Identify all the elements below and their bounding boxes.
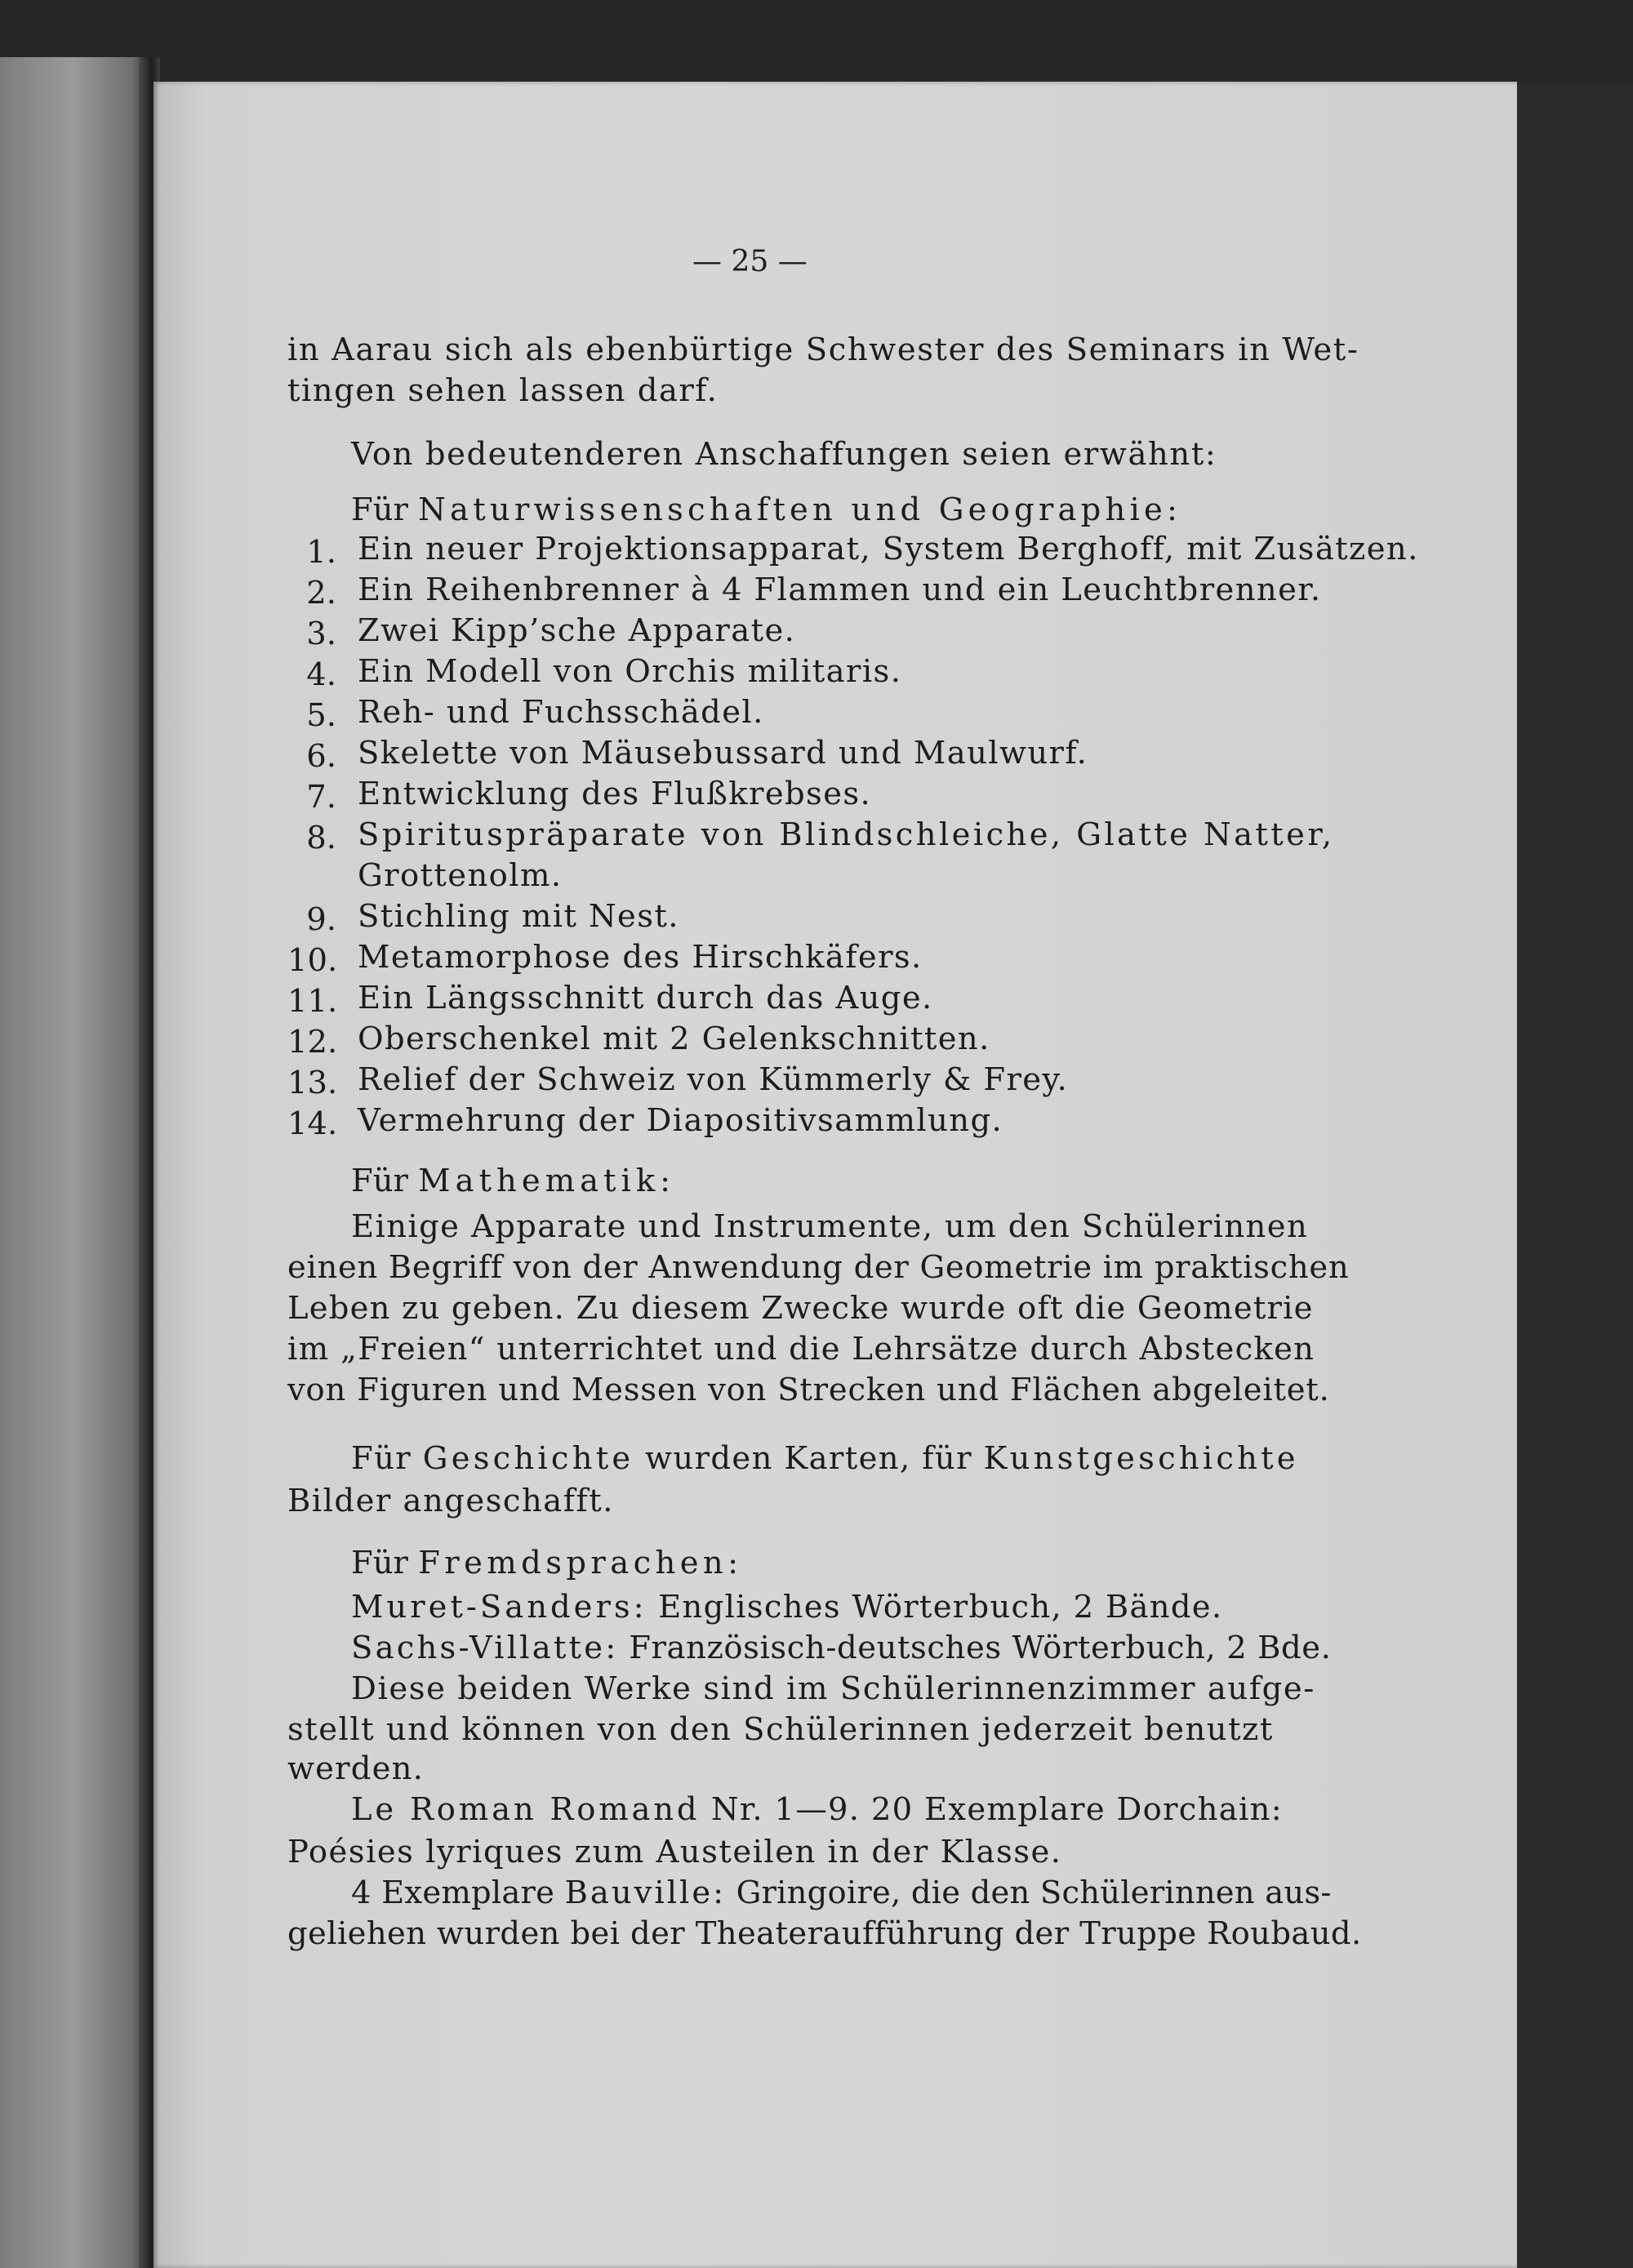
list-item-number: 5. xyxy=(306,697,336,734)
mathematics-line: Leben zu geben. Zu diesem Zwecke wurde oft die Geometrie xyxy=(287,1290,1314,1327)
list-item-number: 8. xyxy=(306,820,336,856)
mathematics-line: Einige Apparate und Instrumente, um den Schülerinnen xyxy=(351,1208,1309,1245)
list-item-text: Stichling mit Nest. xyxy=(358,898,679,935)
sachs-villatte-line xyxy=(351,1630,1332,1666)
mathematics-heading xyxy=(351,1163,676,1199)
muret-text: Englisches Wörterbuch, 2 Bände. xyxy=(658,1589,1223,1625)
list-item-text: Metamorphose des Hirschkäfers. xyxy=(358,939,923,976)
list-item-number: 3. xyxy=(306,616,336,652)
bauville-line-1 xyxy=(351,1874,1332,1911)
intro-line: Von bedeutenderen Anschaffungen seien erwähnt: xyxy=(351,436,1217,473)
bauville-line-2: geliehen wurden bei der Theateraufführung der Truppe Roubaud. xyxy=(287,1915,1362,1952)
languages-note-line: werden. xyxy=(287,1750,425,1787)
sachs-name: Sachs-Villatte: xyxy=(351,1630,619,1666)
list-item-text: Entwicklung des Flußkrebses. xyxy=(358,776,872,812)
list-item-number: 14. xyxy=(287,1105,338,1142)
list-item-number: 1. xyxy=(306,534,336,571)
history-prefix: Für xyxy=(351,1440,412,1477)
list-item-text: Skelette von Mäusebussard und Maulwurf. xyxy=(358,735,1088,772)
roman-rest: Nr. 1—9. 20 Exemplare Dorchain: xyxy=(710,1791,1283,1828)
sachs-text: Französisch-deutsches Wörterbuch, 2 Bde. xyxy=(629,1630,1332,1666)
list-item-number: 12. xyxy=(287,1024,338,1061)
list-item-text: Ein Längsschnitt durch das Auge. xyxy=(358,980,933,1016)
languages-heading xyxy=(351,1545,743,1581)
languages-note-line: stellt und können von den Schülerinnen jederzeit benutzt xyxy=(287,1711,1274,1748)
list-item-number: 7. xyxy=(306,779,336,816)
list-item-continuation: Grottenolm. xyxy=(358,857,563,894)
muret-sanders-line xyxy=(351,1589,1223,1625)
languages-note-line: Diese beiden Werke sind im Schülerinnenzimmer aufge- xyxy=(351,1670,1315,1707)
list-item-text: Ein Modell von Orchis militaris. xyxy=(358,653,902,690)
opening-line-1 xyxy=(287,331,1359,368)
facing-page-edge xyxy=(0,57,147,2268)
history-spaced-2: Kunstgeschichte xyxy=(983,1440,1299,1477)
list-item-number: 13. xyxy=(287,1065,338,1101)
bauville-rest: Gringoire, die den Schülerinnen aus- xyxy=(736,1874,1332,1911)
heading-spaced-title: Fremdsprachen: xyxy=(418,1545,743,1581)
roman-spaced: Le Roman Romand xyxy=(351,1791,701,1828)
heading-spaced-title: Naturwissenschaften und Geographie: xyxy=(418,491,1182,528)
list-item-number: 10. xyxy=(287,942,338,979)
list-item-number: 4. xyxy=(306,656,336,693)
list-item-text: Vermehrung der Diapositivsammlung. xyxy=(358,1102,1003,1139)
history-middle: wurden Karten, für xyxy=(645,1440,972,1477)
list-item-number: 2. xyxy=(306,575,336,611)
scan-background-right xyxy=(1517,82,1633,2268)
scan-background-top xyxy=(0,0,1633,82)
natural-sciences-heading xyxy=(351,491,1182,528)
mathematics-line: im „Freien“ unterrichtet und die Lehrsätze durch Abstecken xyxy=(287,1331,1315,1367)
list-item-text: Ein neuer Projektionsapparat, System Berghoff, mit Zusätzen. xyxy=(358,531,1419,567)
muret-name: Muret-Sanders: xyxy=(351,1589,647,1625)
history-spaced-1: Geschichte xyxy=(422,1440,634,1477)
list-item-number: 6. xyxy=(306,738,336,775)
list-item-text: Ein Reihenbrenner à 4 Flammen und ein Leuchtbrenner. xyxy=(358,571,1322,608)
bauville-prefix: 4 Exemplare xyxy=(351,1874,555,1911)
opening-line-1-text: in Aarau sich als ebenbürtige Schwester des Seminars in Wet- xyxy=(287,331,1359,368)
list-item-number: 11. xyxy=(287,983,338,1020)
bauville-spaced: Bauville: xyxy=(564,1874,727,1911)
roman-line-1 xyxy=(351,1791,1283,1828)
heading-prefix: Für xyxy=(351,1163,408,1199)
mathematics-line: einen Begriff von der Anwendung der Geometrie im praktischen xyxy=(287,1249,1350,1286)
opening-line-2: tingen sehen lassen darf. xyxy=(287,372,719,409)
roman-line-2: Poésies lyriques zum Austeilen in der Klasse. xyxy=(287,1834,1062,1870)
history-line-2: Bilder angeschafft. xyxy=(287,1483,614,1519)
heading-prefix: Für xyxy=(351,491,408,528)
history-line-1 xyxy=(351,1440,1299,1477)
list-item-number: 9. xyxy=(306,901,336,938)
list-item-text: Oberschenkel mit 2 Gelenkschnitten. xyxy=(358,1021,990,1057)
list-item-text: Spirituspräparate von Blindschleiche, Glatte Natter, xyxy=(358,816,1335,853)
heading-spaced-title: Mathematik: xyxy=(418,1163,676,1199)
page-number: — 25 — xyxy=(692,245,808,278)
list-item-text: Reh- und Fuchsschädel. xyxy=(358,694,764,731)
list-item-text: Relief der Schweiz von Kümmerly & Frey. xyxy=(358,1061,1069,1098)
list-item-text: Zwei Kipp’sche Apparate. xyxy=(358,612,796,649)
mathematics-line: von Figuren und Messen von Strecken und Flächen abgeleitet. xyxy=(287,1372,1330,1408)
heading-prefix: Für xyxy=(351,1545,408,1581)
